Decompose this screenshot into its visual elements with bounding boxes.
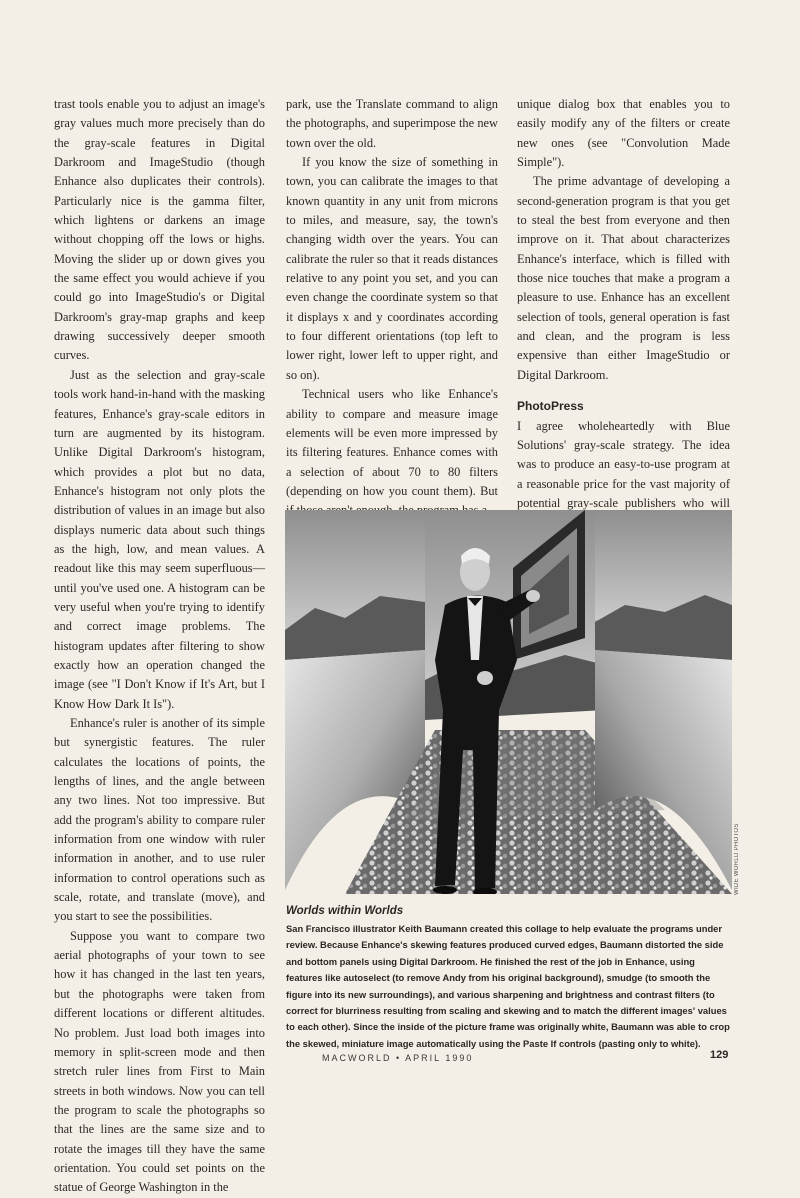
photo-credit: WIDE WORLD PHOTOS xyxy=(734,823,740,895)
running-foot: MACWORLD • APRIL 1990 xyxy=(322,1053,474,1063)
section-heading: PhotoPress xyxy=(517,399,584,414)
article-column-3 xyxy=(517,95,730,533)
paragraph: unique dialog box that enables you to easily modify any of the filters or create new ones (see "Convolution Made Simple"). xyxy=(517,97,730,170)
collage-illustration xyxy=(285,510,732,894)
paragraph: If you know the size of something in town, you can calibrate the images to that known quantity in any unit from microns to miles, and measure, say, the town's changing width over the years. You can calibrate the ruler so that it reads distances relative to any point you set, and you can even change the coordinate system so that it displays x and y coordinates according to four different orientations (top left to lower right, lower left to upper right, and so on). xyxy=(286,155,498,382)
caption-body: San Francisco illustrator Keith Baumann created this collage to help evaluate the programs under review. Because Enhance's skewing features produced curved edges, Baumann distorted the side and bottom panels using Digital Darkroom. He finished the rest of the job in Enhance, using features like autoselect (to remove Andy from his original background), smudge (to smooth the figure into its new surroundings), and various sharpening and brightness and contrast filters (to correct for blurriness resulting from scaling and skewing and to match the different images' values to each other). Since the inside of the picture frame was originally white, Baumann was able to crop the skewed, miniature image automatically using the Paste If controls (pasting only to white). xyxy=(286,923,730,1049)
paragraph: I agree wholeheartedly with Blue Solutions' gray-scale strategy. The idea was to produce an easy-to-use program at a reasonable price for the vast majority of potential gray-scale publishers who will xyxy=(517,418,730,510)
paragraph: trast tools enable you to adjust an image's gray values much more precisely than do the gray-scale features in Digital Darkroom and ImageStudio (though Enhance also duplicates their controls). Particularly nice is the gamma filter, which lightens or darkens an image without chopping off the lows or highs. Moving the slider up or down gives you the same effect you would achieve if you could go into ImageStudio's or Digital Darkroom's gray-map graphs and keep drawing successively deeper smooth curves. xyxy=(54,97,265,363)
caption-title: Worlds within Worlds xyxy=(286,905,404,917)
paragraph: park, use the Translate command to align the photographs, and superimpose the new town over the old. xyxy=(286,97,498,150)
article-column-2 xyxy=(286,95,498,521)
paragraph: Technical users who like Enhance's ability to compare and measure image elements will be even more impressed by its filtering features. Enhance comes with a selection of about 70 to 80 filters (depending on how you count them). But xyxy=(286,387,498,498)
paragraph: Just as the selection and gray-scale tools work hand-in-hand with the masking features, Enhance's gray-scale editors in turn are augmented by its histogram. Unlike Digital Darkroom's histogram, which provides a plot but no data, Enhance's histogram not only plots the distribution of values in an image but also displays numeric data about such things as the high, low, and mean values. A readout like this may seem superfluous—until you've used one. A histogram can be very useful when you're trying to identify and correct image problems. The histogram updates after filtering to show exactly how an operation changed the image (see "I Don't Know if It's Art, but I Know How Dark It Is"). xyxy=(54,367,265,711)
paragraph: The prime advantage of developing a second-generation program is that you get to steal the best from everyone and then improve on it. That about characterizes Enhance's interface, which is filled with those nice touches that make a program a pleasure to use. Enhance has an excellent selection of tools, general operation is fast and clean, and the program is less expensive than either ImageStudio or Digital Darkroom. xyxy=(517,174,730,382)
article-column-1 xyxy=(54,95,265,1198)
paragraph: Suppose you want to compare two aerial photographs of your town to see how it has changed in the last ten years, but the photographs were taken from different locations or different altitudes. No problem. Just load both images into memory in split-screen mode and then stretch ruler lines from First to Main streets in both windows. Now you can tell the program to scale the photographs so that the lines are the same size and to rotate the images till they have the same orientation. You could set points on the statue of George Washington in the xyxy=(54,928,265,1195)
page-number: 129 xyxy=(710,1049,729,1061)
paragraph: Enhance's ruler is another of its simple but synergistic features. The ruler calculates the locations of points, the lengths of lines, and the angle between any two lines. Not too impressive. But add the program's ability to compare ruler information from one window with ruler information in another, and to use ruler information to control operations such as scale, rotate, and translate (move), and you start to see the possibilities. xyxy=(54,716,265,924)
figure-caption xyxy=(286,905,732,1052)
